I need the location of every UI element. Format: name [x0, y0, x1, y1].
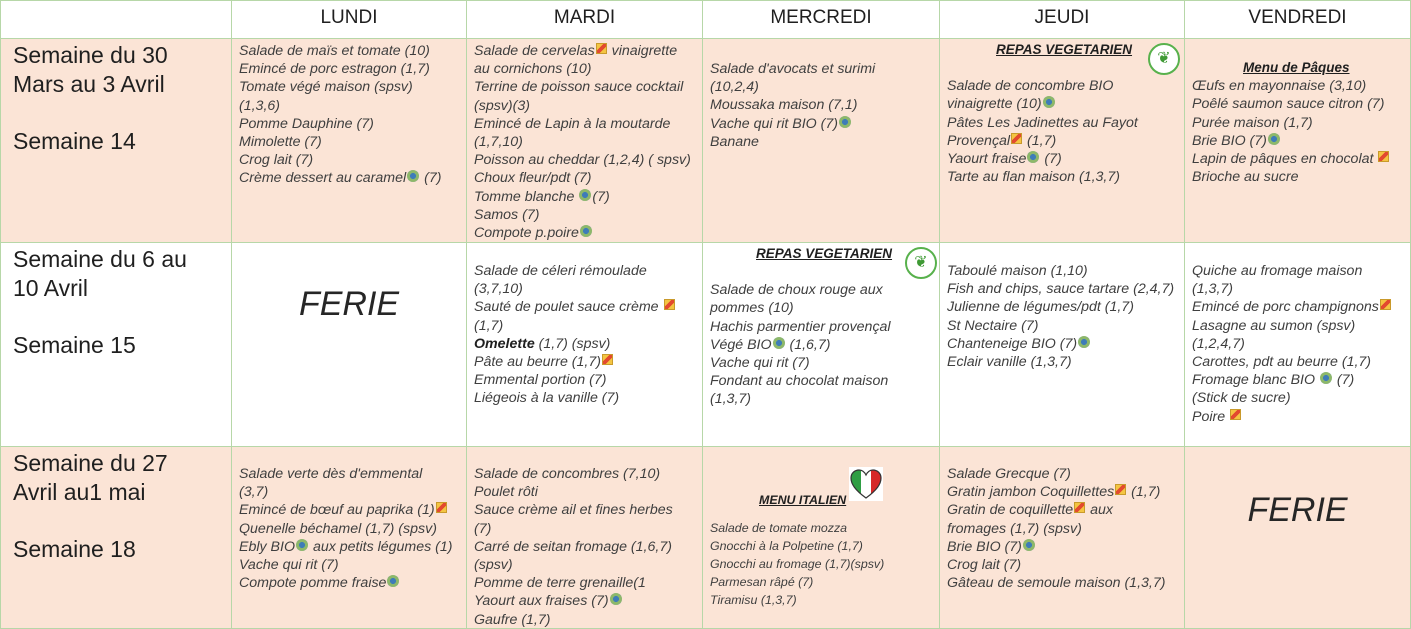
menu-item: (spsv)(3) — [474, 97, 530, 114]
week-15-header — [0, 242, 232, 447]
menu-item — [1192, 298, 1410, 316]
regional-label-icon — [1230, 409, 1241, 420]
w18-vendredi-ferie: FERIE — [1184, 446, 1411, 629]
menu-item: Salade verte dès d'emmental — [239, 466, 423, 482]
cell-subtitle: Menu de Pâques — [1243, 60, 1350, 75]
menu-item — [947, 95, 1184, 113]
menu-item-text: Poire — [1192, 408, 1226, 425]
menu-item-allergens: (7) — [424, 170, 442, 187]
menu-item — [947, 335, 1184, 353]
menu-item: Carré de seitan fromage (1,6,7) — [474, 538, 672, 555]
menu-item-text: Végé BIO — [710, 336, 772, 353]
menu-item: Salade de concombres (7,10) — [474, 466, 661, 482]
menu-item — [474, 224, 702, 242]
menu-item: Salade Grecque (7) — [947, 466, 1071, 482]
menu-item: Eclair vanille (1,3,7) — [947, 354, 1072, 371]
menu-item: Pâtes Les Jadinettes au Fayot — [947, 114, 1138, 131]
menu-item — [474, 188, 702, 206]
menu-item — [1192, 371, 1410, 389]
menu-item-text: Gratin jambon Coquillettes — [947, 484, 1115, 501]
menu-item-text: Emincé de porc champignons — [1192, 299, 1379, 316]
w15-mercredi-cell — [702, 242, 940, 447]
menu-item: Œufs en mayonnaise (3,10) — [1192, 78, 1367, 95]
menu-item-text: Salade de cervelas — [474, 43, 595, 59]
menu-item: Liégeois à la vanille (7) — [474, 390, 620, 407]
menu-item — [474, 42, 702, 60]
corner-cell — [0, 0, 232, 39]
menu-item: (1,2,4,7) — [1192, 335, 1245, 352]
menu-item: Tiramisu (1,3,7) — [710, 593, 797, 607]
menu-item: Parmesan râpé (7) — [710, 575, 814, 589]
bio-label-icon — [1078, 336, 1090, 348]
bio-label-icon — [296, 539, 308, 551]
day-header-jeudi: JEUDI — [939, 0, 1185, 39]
cell-subtitle: MENU ITALIEN — [759, 493, 847, 507]
week-number: Semaine 14 — [13, 128, 136, 154]
day-header-lundi: LUNDI — [231, 0, 467, 39]
menu-item: au cornichons (10) — [474, 61, 592, 78]
bio-label-icon — [387, 575, 399, 587]
regional-label-icon — [1378, 151, 1389, 162]
menu-item-allergens: (7) — [592, 188, 610, 205]
w18-lundi-cell — [231, 446, 467, 629]
menu-item-text: Chanteneige BIO (7) — [947, 335, 1078, 352]
regional-label-icon — [1011, 133, 1022, 144]
week-title-line2: 10 Avril — [13, 275, 89, 301]
menu-item: (1,3,6) — [239, 97, 281, 114]
regional-label-icon — [664, 299, 675, 310]
menu-item: Samos (7) — [474, 206, 540, 223]
w15-jeudi-cell — [939, 242, 1185, 447]
menu-item: Quiche au fromage maison — [1192, 263, 1363, 279]
menu-item: (1,3,7) — [1192, 281, 1234, 298]
bio-label-icon — [579, 189, 591, 201]
menu-item — [239, 538, 466, 556]
menu-item-text: aux — [1090, 502, 1114, 519]
menu-item — [1192, 150, 1410, 168]
menu-item: Tarte au flan maison (1,3,7) — [947, 169, 1120, 186]
menu-item-text: Yaourt fraise — [947, 151, 1027, 168]
menu-item: Fish and chips, sauce tartare (2,4,7) — [947, 281, 1175, 298]
menu-item: Poêlé saumon sauce citron (7) — [1192, 96, 1385, 113]
day-header-vendredi: VENDREDI — [1184, 0, 1411, 39]
menu-item: fromages (1,7) (spsv) — [947, 520, 1082, 537]
menu-item-allergens: (7) — [1336, 372, 1355, 389]
menu-item-allergens: (1,7) (spsv) — [538, 335, 611, 352]
regional-label-icon — [1115, 484, 1126, 495]
menu-item: Crog lait (7) — [239, 152, 314, 169]
menu-item: (3,7,10) — [474, 281, 523, 298]
menu-item — [947, 501, 1184, 519]
menu-item-text: Tomme blanche — [474, 188, 575, 205]
menu-item — [947, 132, 1184, 150]
menu-item: pommes (10) — [710, 300, 794, 317]
menu-item: Terrine de poisson sauce cocktail — [474, 79, 684, 96]
w14-jeudi-cell — [939, 38, 1185, 243]
bio-label-icon — [580, 225, 592, 237]
menu-item-text: Vache qui rit BIO (7) — [710, 115, 838, 132]
w14-lundi-cell — [231, 38, 467, 243]
menu-item: Gaufre (1,7) — [474, 611, 551, 628]
week-title-line2: Mars au 3 Avril — [13, 71, 165, 97]
menu-item-text: vinaigrette — [611, 43, 678, 59]
menu-item-text: vinaigrette (10) — [947, 96, 1042, 113]
w15-vendredi-cell — [1184, 242, 1411, 447]
menu-item: Quenelle béchamel (1,7) (spsv) — [239, 520, 437, 537]
menu-item: Choux fleur/pdt (7) — [474, 170, 592, 187]
menu-item-text: Crème dessert au caramel — [239, 170, 407, 187]
menu-item-text: Provençal — [947, 132, 1011, 149]
regional-label-icon — [436, 502, 447, 513]
menu-item: Salade de concombre BIO — [947, 78, 1114, 95]
menu-item: Poisson au cheddar (1,2,4) ( spsv) — [474, 152, 691, 169]
week-14-header — [0, 38, 232, 243]
regional-label-icon — [1380, 299, 1391, 310]
menu-item — [474, 592, 702, 610]
cell-subtitle: REPAS VEGETARIEN — [756, 246, 893, 261]
menu-item: Moussaka maison (7,1) — [710, 97, 858, 114]
menu-item: Salade de tomate mozza — [710, 521, 848, 535]
menu-item: Gâteau de semoule maison (1,3,7) — [947, 575, 1166, 592]
regional-label-icon — [596, 43, 607, 54]
w15-lundi-ferie: FERIE — [231, 242, 467, 447]
menu-item — [710, 115, 939, 133]
menu-item — [474, 335, 702, 353]
menu-item-text: Compote p.poire — [474, 225, 579, 242]
week-title-line1: Semaine du 6 au — [13, 246, 187, 272]
menu-item — [474, 353, 702, 371]
menu-item: Salade de céleri rémoulade — [474, 263, 647, 279]
menu-item: Emincé de porc estragon (1,7) — [239, 61, 430, 78]
w18-mardi-cell — [466, 446, 703, 629]
menu-item: Fondant au chocolat maison — [710, 373, 889, 390]
bio-label-icon — [1043, 96, 1055, 108]
menu-item: Emincé de Lapin à la moutarde — [474, 115, 671, 132]
menu-item-text: Lapin de pâques en chocolat — [1192, 151, 1374, 168]
menu-item: Pomme Dauphine (7) — [239, 115, 374, 132]
menu-item: Banane — [710, 133, 759, 150]
menu-item — [710, 336, 939, 354]
w18-mercredi-cell — [702, 446, 940, 629]
menu-item: (7) — [474, 520, 492, 537]
menu-item-text: Brie BIO (7) — [1192, 132, 1267, 149]
menu-item: Gnocchi à la Polpetine (1,7) — [710, 539, 863, 553]
day-header-mercredi: MERCREDI — [702, 0, 940, 39]
menu-item — [239, 501, 466, 519]
menu-item-text: Emincé de bœuf au paprika (1) — [239, 502, 435, 519]
menu-item: Pomme de terre grenaille(1 — [474, 575, 646, 592]
menu-item: Salade de choux rouge aux — [710, 282, 883, 299]
menu-item-allergens: (1,7) — [1131, 484, 1161, 501]
menu-item — [947, 150, 1184, 168]
menu-item — [947, 483, 1184, 501]
w14-vendredi-cell — [1184, 38, 1411, 243]
menu-item: Gnocchi au fromage (1,7)(spsv) — [710, 557, 885, 571]
menu-item: Emmental portion (7) — [474, 372, 607, 389]
menu-item: (1,7) — [474, 317, 504, 334]
menu-item-bold: Omelette — [474, 335, 535, 352]
week-18-header — [0, 446, 232, 629]
menu-item — [1192, 132, 1410, 150]
menu-item: (spsv) — [474, 557, 513, 574]
menu-item-allergens: (1,6,7) — [789, 336, 831, 353]
menu-item-text: Ebly BIO — [239, 538, 295, 555]
bio-label-icon — [1268, 133, 1280, 145]
menu-item: Julienne de légumes/pdt (1,7) — [947, 299, 1134, 316]
menu-item — [1192, 408, 1410, 426]
week-title-line2: Avril au1 mai — [13, 479, 146, 505]
week-title-line1: Semaine du 27 — [13, 450, 168, 476]
bio-label-icon — [839, 116, 851, 128]
menu-item: (3,7) — [239, 484, 269, 501]
menu-item-text: Yaourt aux fraises (7) — [474, 593, 609, 610]
w14-mercredi-cell — [702, 38, 940, 243]
menu-item — [474, 298, 702, 316]
menu-item-text: Pâte au beurre (1,7) — [474, 354, 601, 371]
menu-item-text: Compote pomme fraise — [239, 575, 387, 592]
menu-item-allergens: (1,7) — [1027, 132, 1057, 149]
menu-item: Crog lait (7) — [947, 557, 1022, 574]
menu-item: Salade de maïs et tomate (10) — [239, 43, 430, 59]
bio-label-icon — [1023, 539, 1035, 551]
bio-label-icon — [773, 337, 785, 349]
menu-item: St Nectaire (7) — [947, 317, 1039, 334]
menu-item: Vache qui rit (7) — [239, 557, 339, 574]
menu-item — [239, 169, 466, 187]
menu-item: Sauce crème ail et fines herbes — [474, 502, 673, 519]
vegetarian-leaf-icon: ❦ — [905, 247, 937, 279]
regional-label-icon — [602, 354, 613, 365]
menu-item: Taboulé maison (1,10) — [947, 263, 1088, 279]
menu-item: Vache qui rit (7) — [710, 355, 810, 372]
menu-item — [239, 574, 466, 592]
week-number: Semaine 18 — [13, 536, 136, 562]
menu-item: Salade d'avocats et surimi — [710, 61, 876, 77]
menu-item: Hachis parmentier provençal — [710, 318, 891, 335]
menu-item: (Stick de sucre) — [1192, 390, 1291, 407]
bio-label-icon — [610, 593, 622, 605]
day-header-mardi: MARDI — [466, 0, 703, 39]
w14-mardi-cell — [466, 38, 703, 243]
w15-mardi-cell — [466, 242, 703, 447]
week-title-line1: Semaine du 30 — [13, 42, 168, 68]
menu-item: Purée maison (1,7) — [1192, 114, 1313, 131]
menu-item-text: Sauté de poulet sauce crème — [474, 299, 659, 316]
bio-label-icon — [1320, 372, 1332, 384]
menu-item-text: Gratin de coquillette — [947, 502, 1074, 519]
bio-label-icon — [1027, 151, 1039, 163]
menu-item: (10,2,4) — [710, 79, 759, 96]
week-number: Semaine 15 — [13, 332, 136, 358]
menu-item: (1,7,10) — [474, 134, 523, 151]
menu-item: Lasagne au sumon (spsv) — [1192, 317, 1356, 334]
menu-item-text: Fromage blanc BIO — [1192, 372, 1316, 389]
menu-item-allergens: (7) — [1044, 151, 1062, 168]
menu-item: Mimolette (7) — [239, 134, 322, 151]
menu-item-text: Brie BIO (7) — [947, 538, 1022, 555]
regional-label-icon — [1074, 502, 1085, 513]
italy-heart-icon — [849, 467, 883, 501]
menu-item: Tomate végé maison (spsv) — [239, 79, 413, 96]
menu-item: Carottes, pdt au beurre (1,7) — [1192, 354, 1372, 371]
menu-item-text: aux petits légumes (1) — [312, 538, 453, 555]
menu-item: Brioche au sucre — [1192, 169, 1299, 186]
menu-item: (1,3,7) — [710, 391, 752, 408]
menu-item — [947, 538, 1184, 556]
menu-item: Poulet rôti — [474, 484, 538, 501]
w18-jeudi-cell — [939, 446, 1185, 629]
vegetarian-leaf-icon: ❦ — [1148, 43, 1180, 75]
cell-subtitle: REPAS VEGETARIEN — [996, 42, 1133, 57]
bio-label-icon — [407, 170, 419, 182]
